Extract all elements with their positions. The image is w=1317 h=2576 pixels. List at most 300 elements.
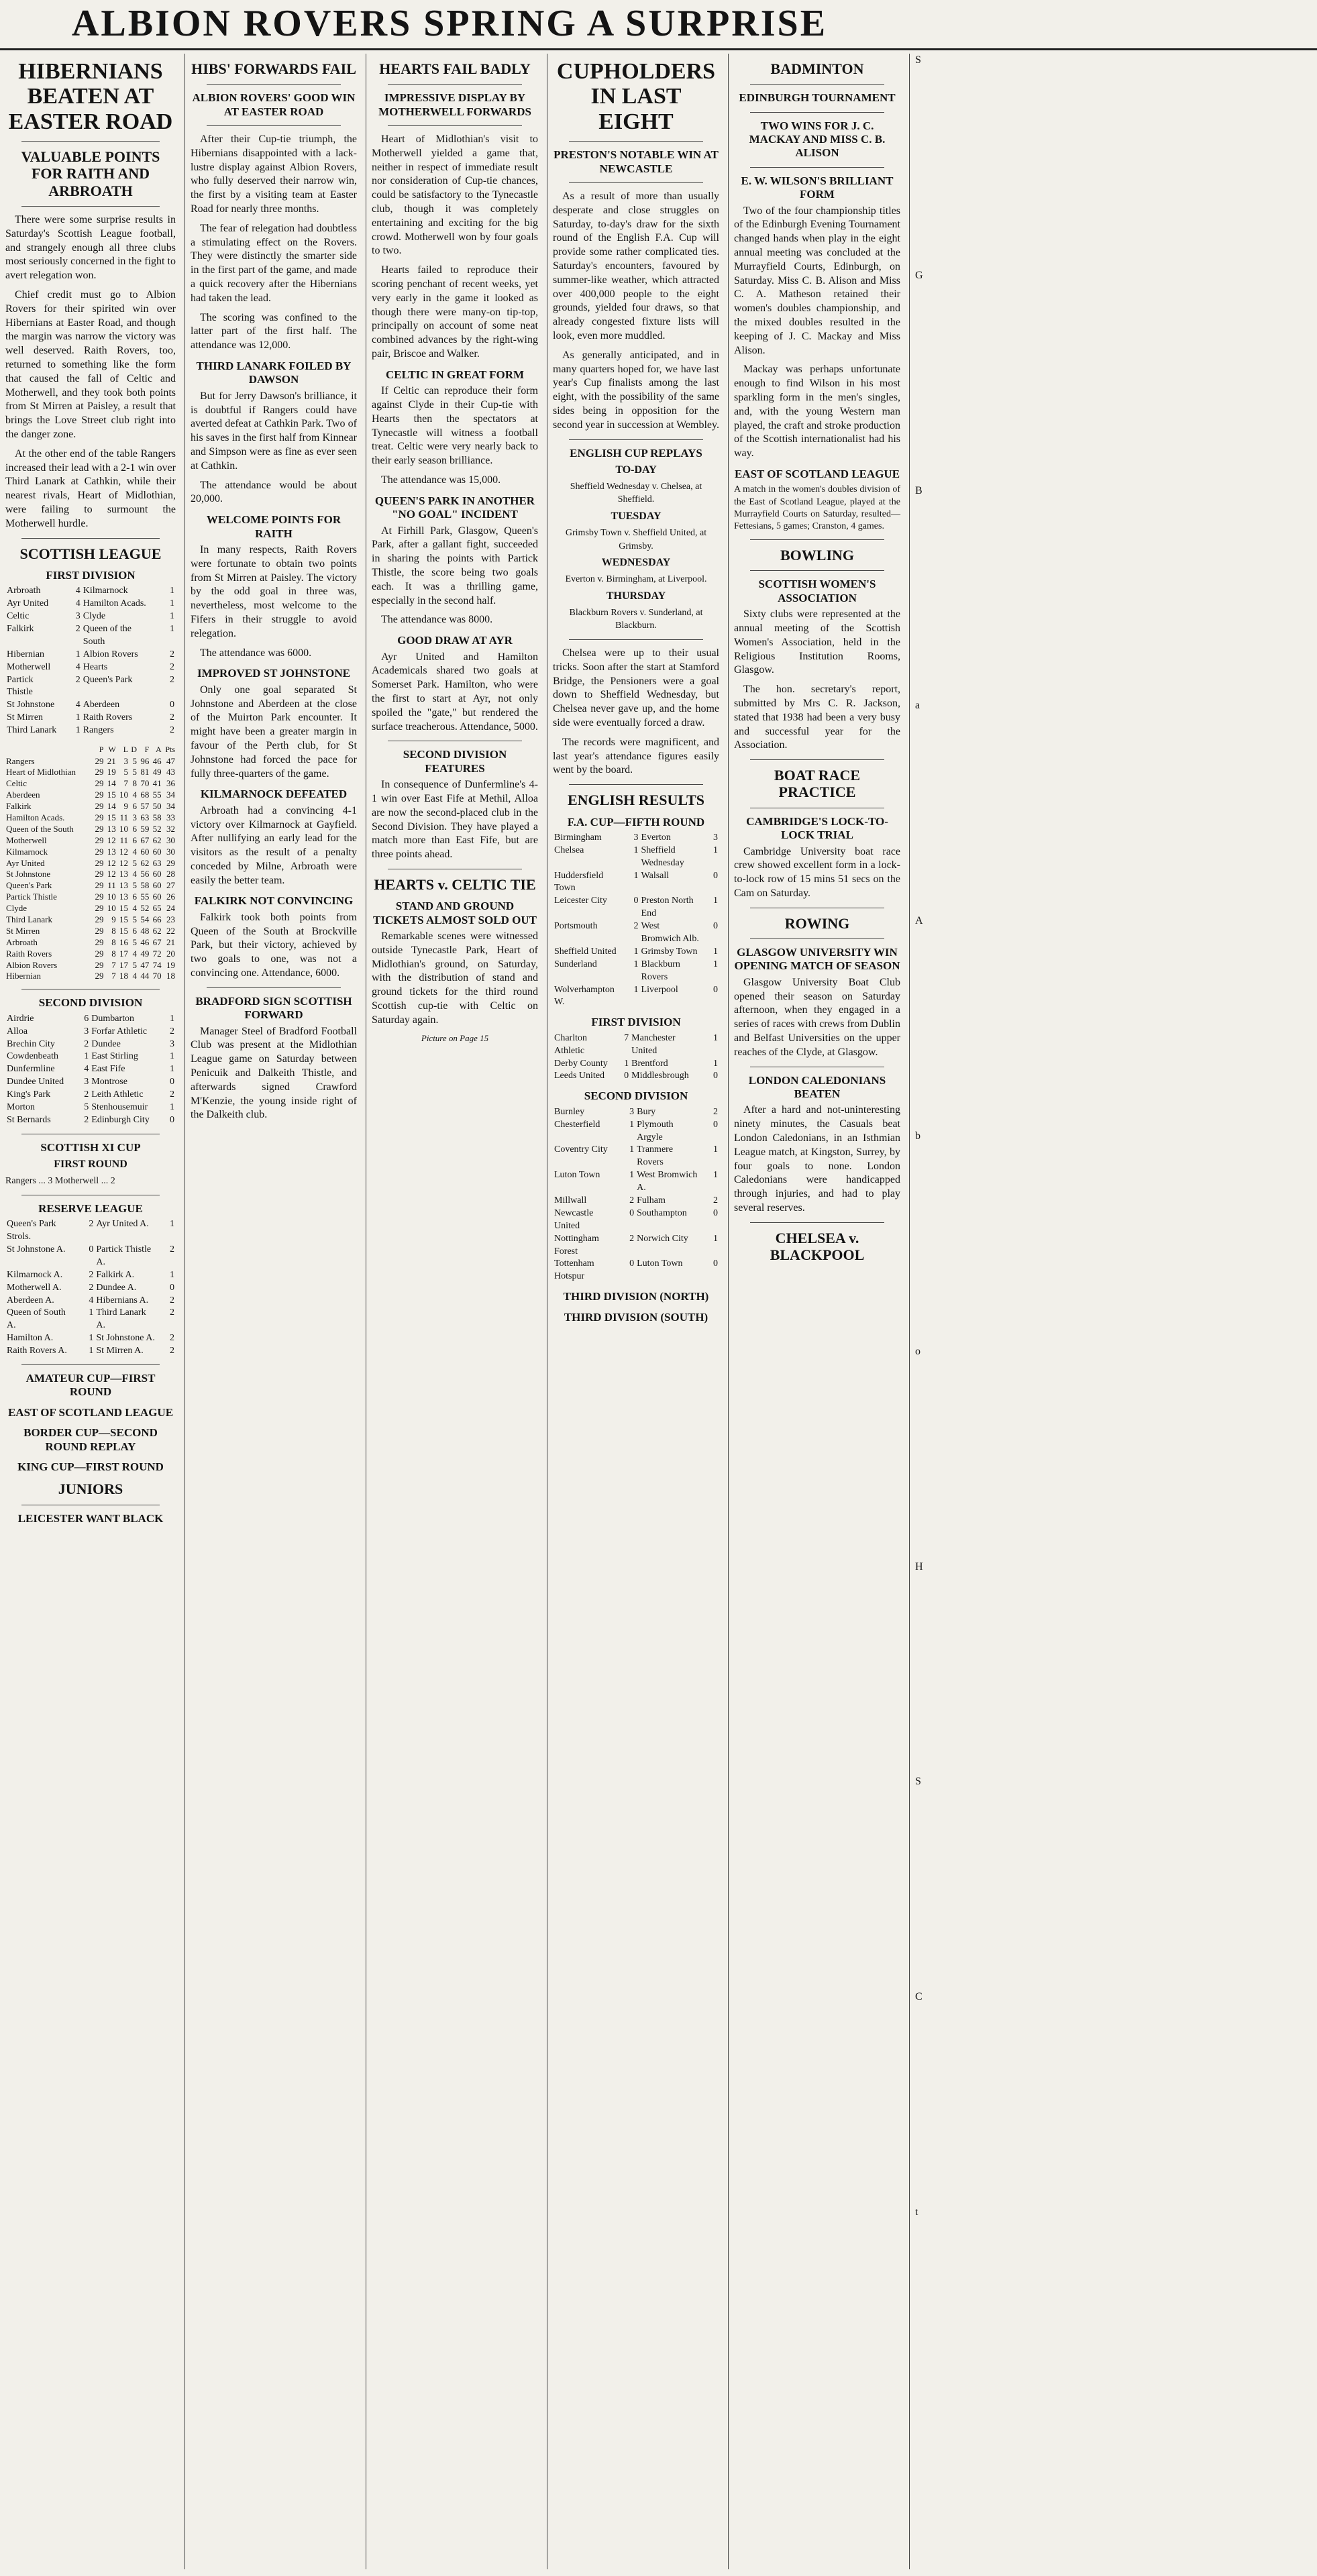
- score: 2: [84, 1114, 89, 1125]
- article-paragraph: In many respects, Raith Rovers were fortunate to obtain two points from St Mirren at Paisley. The victory by the odd goal in three was, nevertheless, most welcome to the Fifers in their struggle to avoid relegation.: [191, 543, 357, 639]
- table-row: [5, 892, 176, 903]
- stat-cell: 52: [152, 823, 162, 834]
- article-paragraph: After their Cup-tie triumph, the Hibernians disappointed with a lack-lustre display against Albion Rovers, who fully deserved their narrow win, the first by a visiting team at Easter Road for nearly three months.: [191, 133, 357, 215]
- score: 1: [170, 611, 174, 622]
- result-row: [553, 984, 719, 1010]
- article-paragraph: The attendance was 6000.: [200, 647, 312, 659]
- score: 2: [170, 1026, 174, 1036]
- team-name: Cowdenbeath: [7, 1051, 58, 1062]
- score: 1: [624, 1058, 629, 1069]
- article-paragraph: But for Jerry Dawson's brilliance, it is doubtful if Rangers could have averted defeat at Cathkin Park. Two of his saves in the first half from Kinnear and Simpson were as fine as ever seen at Cathkin.: [191, 390, 357, 472]
- stat-cell: 30: [166, 835, 175, 845]
- amateur-cup-title: AMATEUR CUP—FIRST ROUND: [25, 1371, 156, 1399]
- stat-cell: 15: [119, 925, 129, 936]
- score: 2: [84, 1089, 89, 1100]
- team-name: Luton Town: [637, 1258, 683, 1269]
- divider: [750, 112, 884, 113]
- divider: [569, 182, 703, 183]
- table-row: [5, 971, 176, 982]
- score: 3: [84, 1026, 89, 1036]
- stat-cell: 11: [119, 835, 129, 845]
- result-row: [553, 1195, 719, 1208]
- replay-day: WEDNESDAY: [601, 557, 671, 569]
- stat-cell: 5: [132, 857, 138, 868]
- team-name: Queen of the South: [83, 623, 132, 647]
- result-row: [553, 959, 719, 984]
- stat-cell: 60: [152, 892, 162, 902]
- team-name: Leicester City: [554, 896, 607, 906]
- result-row: [553, 946, 719, 959]
- score: 4: [75, 586, 81, 596]
- reserve-league-results: [5, 1218, 176, 1358]
- result-row: [5, 1345, 176, 1358]
- column-header: P: [99, 744, 104, 754]
- xi-cup-result: Rangers ... 3 Motherwell ... 2: [5, 1176, 115, 1187]
- stat-cell: 4: [132, 903, 138, 914]
- stat-cell: 29: [95, 755, 104, 766]
- score: 4: [84, 1064, 89, 1075]
- xi-cup-round: FIRST ROUND: [54, 1159, 127, 1171]
- badminton-subtitle: EDINBURGH TOURNAMENT: [739, 91, 896, 105]
- score: 1: [89, 1346, 94, 1356]
- reserve-league-title: RESERVE LEAGUE: [38, 1201, 143, 1215]
- stat-cell: 60: [152, 869, 162, 879]
- stat-cell: 28: [166, 869, 175, 879]
- divider: [207, 125, 341, 126]
- replay-fixture: Blackburn Rovers v. Sunderland, at Blackburn.: [569, 607, 703, 631]
- table-row: [5, 880, 176, 892]
- score: 3: [75, 611, 81, 622]
- result-row: [553, 1119, 719, 1144]
- team-name: St Johnstone A.: [7, 1244, 66, 1254]
- stat-cell: 49: [152, 767, 162, 777]
- stat-cell: 56: [140, 869, 150, 879]
- table-row: [5, 937, 176, 949]
- table-row: [5, 801, 176, 812]
- team-name: Chelsea: [554, 845, 584, 855]
- score: 2: [75, 674, 81, 685]
- rowing-subtitle: GLASGOW UNIVERSITY WIN OPENING MATCH OF SEASON: [734, 946, 900, 973]
- team-name: St Mirren: [6, 925, 40, 936]
- section-title-falkirk: FALKIRK NOT CONVINCING: [194, 894, 354, 908]
- stat-cell: 5: [132, 959, 138, 970]
- article-paragraph: If Celtic can reproduce their form against Clyde in their Cup-tie with Hearts then the spectators at Tynecastle will witness a football treat. Celtic were very nearly back to their early season brilliance.: [372, 385, 538, 467]
- stat-cell: 15: [119, 903, 129, 914]
- third-division-south-title: THIRD DIVISION (SOUTH): [564, 1310, 708, 1324]
- stat-cell: 7: [111, 971, 116, 981]
- cropped-letter: A: [915, 915, 923, 927]
- team-name: St Mirren: [7, 712, 44, 723]
- divider: [388, 125, 522, 126]
- team-name: St Johnstone: [7, 700, 55, 710]
- cropped-letter: S: [915, 54, 921, 66]
- article-paragraph: Arbroath had a convincing 4-1 victory over Kilmarnock at Gayfield. After nullifying an early lead for the visitors as the result of a penalty conceded by Milne, Arbroath were easily the better team.: [191, 804, 357, 886]
- score: 1: [170, 1013, 174, 1024]
- stat-cell: 18: [166, 971, 175, 981]
- score: 3: [633, 832, 639, 843]
- team-name: Raith Rovers: [83, 712, 133, 723]
- stat-cell: 29: [95, 857, 104, 868]
- stat-cell: 10: [107, 903, 116, 914]
- result-row: [5, 699, 176, 712]
- score: 1: [629, 1170, 635, 1181]
- replay-day: TO-DAY: [615, 464, 657, 476]
- cropped-letter: a: [915, 700, 920, 712]
- score: 0: [713, 921, 718, 932]
- stat-cell: 6: [132, 835, 138, 845]
- team-name: Morton: [7, 1102, 35, 1112]
- team-name: Celtic: [6, 778, 28, 789]
- east-scotland-league-title: EAST OF SCOTLAND LEAGUE: [7, 1405, 174, 1419]
- column-1: [0, 54, 181, 2569]
- team-name: Newcastle United: [554, 1208, 594, 1231]
- table-row: [5, 767, 176, 778]
- team-name: Stenhousemuir: [91, 1102, 148, 1112]
- cropped-letter: G: [915, 269, 923, 281]
- team-name: Kilmarnock: [6, 846, 48, 857]
- team-name: Alloa: [7, 1026, 28, 1036]
- score: 1: [713, 845, 718, 855]
- result-row: [5, 674, 176, 700]
- result-row: [553, 1169, 719, 1195]
- stat-cell: 60: [152, 846, 162, 857]
- article-paragraph: As generally anticipated, and in many quarters hoped for, we have last year's Cup finalists among the last eight, with the possibility of the same sides being in opposition for the second year in succession at Wembley.: [553, 349, 719, 431]
- stat-cell: 47: [166, 755, 175, 766]
- english-second-division-title: SECOND DIVISION: [584, 1089, 688, 1103]
- stat-cell: 12: [107, 835, 116, 845]
- team-name: Airdrie: [7, 1013, 34, 1024]
- score: 1: [89, 1333, 94, 1344]
- stat-cell: 29: [95, 835, 104, 845]
- stat-cell: 48: [140, 925, 150, 936]
- divider: [21, 538, 160, 539]
- result-row: [5, 661, 176, 674]
- stat-cell: 29: [95, 971, 104, 981]
- team-name: Ayr United A.: [96, 1219, 149, 1230]
- team-name: Tottenham Hotspur: [554, 1258, 594, 1282]
- team-name: Heart of Midlothian: [6, 767, 76, 777]
- team-name: Hibernian: [7, 649, 44, 659]
- score: 2: [89, 1282, 94, 1293]
- stat-cell: 13: [119, 880, 129, 891]
- stat-cell: 10: [119, 790, 129, 800]
- team-name: Brentford: [631, 1058, 668, 1069]
- stat-cell: 32: [166, 823, 175, 834]
- team-name: Queen's Park: [6, 880, 52, 891]
- score: 2: [89, 1269, 94, 1280]
- divider: [750, 759, 884, 760]
- score: 0: [624, 1071, 629, 1081]
- score: 1: [170, 1051, 174, 1062]
- stat-cell: 22: [166, 925, 175, 936]
- article-paragraph: Chief credit must go to Albion Rovers for their spirited win over Hibernians at Easter Road, and though the margin was narrow the victory was well deserved. Raith Rovers, too, returned to something like the form that caused the fall of Celtic and Motherwell, and they took both points from St Mirren at Paisley, a result that brings the Love Street club right into the danger zone.: [5, 289, 176, 441]
- divider: [569, 141, 703, 142]
- badminton-section-title: TWO WINS FOR J. C. MACKAY AND MISS C. B. ALISON: [749, 119, 886, 160]
- table-row: [5, 847, 176, 858]
- article-paragraph: Mackay was perhaps unfortunate enough to find Wilson in his most sparkling form in the men's singles, and, with the young Western man played, the craft and stroke production of the Scottish internationalist had his way.: [734, 364, 900, 460]
- column-6-cropped: [909, 54, 1312, 2569]
- score: 2: [629, 1195, 635, 1205]
- score: 1: [629, 1119, 635, 1130]
- stat-cell: 62: [152, 925, 162, 936]
- score: 2: [170, 661, 174, 672]
- team-name: Dunfermline: [7, 1064, 55, 1075]
- score: 1: [713, 1032, 718, 1043]
- article-paragraph: The attendance was 8000.: [381, 614, 493, 626]
- team-name: West Bromwich A.: [637, 1170, 698, 1193]
- article-paragraph: The scoring was confined to the latter part of the first half. The attendance was 12,000.: [191, 311, 357, 352]
- score: 0: [713, 1071, 718, 1081]
- table-row: [5, 812, 176, 824]
- team-name: Queen of South A.: [7, 1307, 66, 1331]
- team-name: Brechin City: [7, 1038, 55, 1049]
- english-first-division-results: [553, 1032, 719, 1083]
- score: 6: [84, 1013, 89, 1024]
- score: 2: [170, 1244, 174, 1254]
- team-name: Leith Athletic: [91, 1089, 144, 1100]
- team-name: Hamilton Acads.: [83, 598, 146, 609]
- rowing-title: ROWING: [784, 914, 850, 932]
- score: 0: [629, 1208, 635, 1218]
- replay-fixture: Grimsby Town v. Sheffield United, at Grimsby.: [565, 528, 707, 551]
- team-name: Partick Thistle: [6, 892, 57, 902]
- team-name: Clyde: [83, 611, 106, 622]
- score: 1: [170, 1064, 174, 1075]
- team-name: East Fife: [91, 1064, 125, 1075]
- team-name: Chesterfield: [554, 1119, 600, 1130]
- team-name: Dumbarton: [91, 1013, 135, 1024]
- score: 4: [75, 598, 81, 609]
- result-row: [5, 623, 176, 649]
- column-header: A: [155, 744, 162, 754]
- team-name: Aberdeen: [6, 790, 40, 800]
- result-row: [5, 649, 176, 661]
- english-first-division-title: FIRST DIVISION: [591, 1016, 681, 1029]
- team-name: Derby County: [554, 1058, 608, 1069]
- stat-cell: 41: [152, 778, 162, 789]
- result-row: [5, 1282, 176, 1295]
- score: 1: [713, 959, 718, 969]
- team-name: Fulham: [637, 1195, 666, 1205]
- team-name: Huddersfield Town: [554, 870, 604, 894]
- stat-cell: 68: [140, 790, 150, 800]
- team-name: Millwall: [554, 1195, 587, 1205]
- result-row: [5, 1051, 176, 1063]
- result-row: [5, 1013, 176, 1026]
- team-name: Falkirk: [7, 623, 34, 634]
- section-title-kilmarnock: KILMARNOCK DEFEATED: [200, 788, 348, 801]
- cup-replays-title: ENGLISH CUP REPLAYS: [570, 446, 702, 460]
- team-name: Albion Rovers: [83, 649, 138, 659]
- stat-cell: 9: [111, 914, 116, 925]
- team-name: Bury: [637, 1106, 656, 1117]
- result-row: [5, 610, 176, 623]
- team-name: Clyde: [6, 903, 28, 914]
- stat-cell: 17: [119, 948, 129, 959]
- table-header: [5, 744, 176, 756]
- divider: [750, 938, 884, 939]
- score: 2: [170, 1346, 174, 1356]
- result-row: [5, 1269, 176, 1282]
- score: 2: [713, 1195, 718, 1205]
- table-row: [5, 903, 176, 914]
- team-name: Walsall: [641, 870, 670, 881]
- score: 0: [629, 1258, 635, 1269]
- stat-cell: 65: [152, 903, 162, 914]
- team-name: Kilmarnock A.: [7, 1269, 63, 1280]
- division-title: FIRST DIVISION: [46, 568, 136, 582]
- stat-cell: 29: [95, 959, 104, 970]
- section-title-raith: WELCOME POINTS FOR RAITH: [206, 513, 341, 540]
- stat-cell: 59: [140, 823, 150, 834]
- section-title-celtic: CELTIC IN GREAT FORM: [385, 368, 525, 381]
- team-name: Plymouth Argyle: [637, 1119, 674, 1142]
- stat-cell: 11: [119, 812, 129, 823]
- score: 2: [170, 1295, 174, 1305]
- cropped-letter: B: [915, 484, 923, 496]
- article-paragraph: The attendance would be about 20,000.: [191, 479, 357, 505]
- article-subtitle-preston: PRESTON'S NOTABLE WIN AT NEWCASTLE: [554, 148, 719, 175]
- stat-cell: 17: [119, 959, 129, 970]
- result-row: [5, 1114, 176, 1127]
- stat-cell: 29: [95, 812, 104, 823]
- score: 1: [633, 845, 639, 855]
- article-paragraph: Chelsea were up to their usual tricks. Soon after the start at Stamford Bridge, the Pensioners were a goal down to Sheffield Wednesday, but Chelsea never gave up, and the home side were eventually forced a draw.: [553, 647, 719, 729]
- team-name: Queen of the South: [6, 823, 74, 834]
- team-name: Montrose: [91, 1077, 127, 1087]
- stat-cell: 29: [95, 823, 104, 834]
- stat-cell: 21: [166, 936, 175, 947]
- score: 1: [89, 1307, 94, 1318]
- stat-cell: 18: [119, 971, 129, 981]
- team-name: Aberdeen: [83, 700, 120, 710]
- score: 0: [713, 1258, 718, 1269]
- score: 1: [170, 623, 174, 634]
- london-caledonians-title: LONDON CALEDONIANS BEATEN: [748, 1073, 886, 1100]
- chelsea-blackpool-title: CHELSEA v. BLACKPOOL: [770, 1229, 865, 1264]
- column-header: F: [144, 744, 150, 754]
- stat-cell: 8: [111, 925, 116, 936]
- result-row: [553, 1070, 719, 1083]
- cropped-letter: S: [915, 1776, 921, 1788]
- score: 1: [713, 896, 718, 906]
- stat-cell: 72: [152, 948, 162, 959]
- team-name: Ayr United: [6, 857, 45, 868]
- article-paragraph: Glasgow University Boat Club opened their season on Saturday afternoon, when they engaged in a series of races with crews from Dublin and Belfast Universities on the upper reaches of the Clyde, at Glasgow.: [734, 976, 900, 1058]
- stat-cell: 70: [152, 971, 162, 981]
- team-name: Falkirk A.: [96, 1269, 135, 1280]
- team-name: Hibernian: [6, 971, 41, 981]
- team-name: Dundee United: [7, 1077, 64, 1087]
- stat-cell: 29: [95, 801, 104, 812]
- team-name: Ayr United: [7, 598, 49, 609]
- stat-cell: 12: [107, 857, 116, 868]
- table-row: [5, 835, 176, 847]
- score: 2: [629, 1233, 635, 1244]
- team-name: Preston North End: [641, 896, 694, 919]
- stat-cell: 29: [95, 914, 104, 925]
- stat-cell: 55: [152, 790, 162, 800]
- result-row: [5, 585, 176, 598]
- result-row: [5, 724, 176, 737]
- team-name: Third Lanark: [6, 914, 52, 925]
- stat-cell: 54: [140, 914, 150, 925]
- article-subtitle-motherwell: IMPRESSIVE DISPLAY BY MOTHERWELL FORWARDS: [378, 91, 531, 118]
- score: 4: [75, 700, 81, 710]
- result-row: [553, 845, 719, 870]
- stat-cell: 33: [166, 812, 175, 823]
- second-division-results: [5, 1013, 176, 1127]
- score: 3: [629, 1106, 635, 1117]
- table-row: [5, 756, 176, 767]
- score: 0: [89, 1244, 94, 1254]
- team-name: Albion Rovers: [6, 959, 58, 970]
- column-header: Pts: [165, 744, 175, 754]
- stat-cell: 19: [107, 767, 116, 777]
- column-header: [5, 744, 92, 756]
- table-row: [5, 949, 176, 960]
- team-name: Middlesbrough: [631, 1071, 689, 1081]
- stat-cell: 47: [140, 959, 150, 970]
- table-row: [5, 858, 176, 869]
- result-row: [553, 1258, 719, 1283]
- table-row: [5, 869, 176, 880]
- team-name: Portsmouth: [554, 921, 598, 932]
- article-paragraph: Falkirk took both points from Queen of the South at Brockville Park, but their victory, achieved by two goals to one, was not a convincing one. Attendance, 6000.: [191, 911, 357, 979]
- stat-cell: 4: [132, 790, 138, 800]
- stat-cell: 10: [119, 823, 129, 834]
- stat-cell: 29: [95, 880, 104, 891]
- result-row: [553, 895, 719, 920]
- team-name: Blackburn Rovers: [641, 959, 680, 982]
- fa-cup-title: F.A. CUP—FIFTH ROUND: [567, 815, 705, 828]
- stat-cell: 3: [132, 812, 138, 823]
- stat-cell: 4: [132, 846, 138, 857]
- score: 4: [75, 661, 81, 672]
- cropped-letter: C: [915, 1991, 923, 2003]
- cropped-letter: H: [915, 1560, 923, 1572]
- first-division-results: [5, 585, 176, 737]
- team-name: Wolverhampton W.: [554, 984, 615, 1008]
- score: 1: [170, 1102, 174, 1112]
- stat-cell: 5: [123, 767, 129, 777]
- stat-cell: 30: [166, 846, 175, 857]
- score: 1: [713, 1144, 718, 1155]
- column-5: [728, 54, 906, 2569]
- article-paragraph: A match in the women's doubles division of the East of Scotland League, played at the Murrayfield Courts on Saturday, resulted—Fettesians, 5 games; Cranston, 4 games.: [734, 484, 900, 531]
- team-name: Coventry City: [554, 1144, 608, 1155]
- divider: [21, 206, 160, 207]
- replay-fixture: Sheffield Wednesday v. Chelsea, at Sheffield.: [570, 481, 702, 505]
- english-results-title: ENGLISH RESULTS: [567, 792, 704, 809]
- stat-cell: 4: [132, 869, 138, 879]
- team-name: Norwich City: [637, 1233, 688, 1244]
- stat-cell: 14: [107, 801, 116, 812]
- score: 2: [170, 725, 174, 736]
- article-paragraph: Only one goal separated St Johnstone and Aberdeen at the close of the Muirton Park encounter. It might have been a greater margin in favour of the Perth club, for St Johnstone had forced the pace for fully three-quarters of the game.: [191, 684, 357, 780]
- stat-cell: 62: [152, 835, 162, 845]
- stat-cell: 57: [140, 801, 150, 812]
- article-title-hibs-forwards: HIBS' FORWARDS FAIL: [191, 60, 356, 77]
- stat-cell: 20: [166, 948, 175, 959]
- juniors-title: JUNIORS: [58, 1481, 123, 1498]
- stat-cell: 5: [132, 755, 138, 766]
- article-paragraph: Ayr United and Hamilton Academicals shared two goals at Somerset Park. Hamilton, who were the first to start at Ayr, not only spoiled the "gate," but rendered the surface treacherous. Attendance, 5000.: [372, 651, 538, 733]
- team-name: Rangers: [6, 755, 35, 766]
- stat-cell: 13: [119, 869, 129, 879]
- article-paragraph: Two of the four championship titles of the Edinburgh Evening Tournament changed hands when play in the eight annual meeting was concluded at the Murrayfield Courts, Edinburgh, on Saturday. Miss C. B. Alison and Miss C. A. Matheson retained their women's doubles championship, and the mixed doubles resulted in the keeping of J. C. Mackay and Miss Alison.: [734, 205, 900, 356]
- stat-cell: 13: [107, 846, 116, 857]
